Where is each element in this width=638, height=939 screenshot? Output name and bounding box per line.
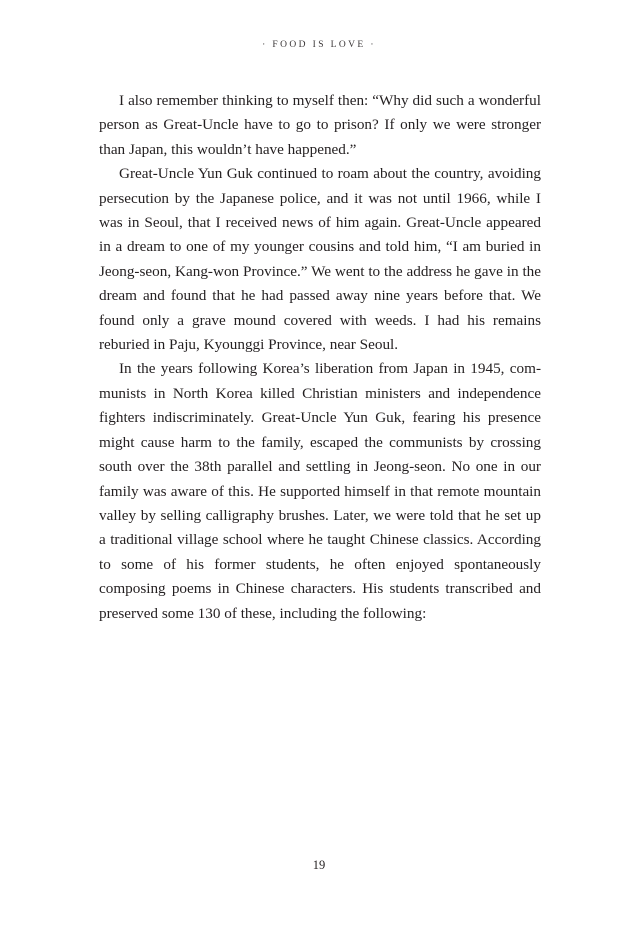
running-head: · FOOD IS LOVE · bbox=[262, 40, 376, 50]
paragraph-2: Great-Uncle Yun Guk continued to roam about the country, avoiding persecution by the Japanese police, and it was not until 1966, while I was in Seoul, that I received news of him again. Great-Uncle appeared in a dream to one of my younger cousins and told him, “I am buried in Jeong-seon, Kang-won Province.” We went to the address he gave in the dream and found that he had passed away nine years before that. We found only a grave mound covered with weeds. I had his remains reburied in Paju, Kyounggi Province, near Seoul. bbox=[99, 165, 541, 354]
paragraph-3: In the years following Korea’s liberation from Japan in 1945, communists in North Korea killed Christian ministers and independence fighters indiscriminately. Great-Uncle Yun Guk, fearing his presence might cause harm to the family, escaped the communists by crossing south over the 38th parallel and settling in Jeong-seon. No one in our family was aware of this. He supported himself in that remote mountain valley by selling calligraphy brushes. Later, we were told that he set up a traditional village school where he taught Chinese classics. According to some of his former students, he often enjoyed spontaneously composing poems in Chinese characters. His students transcribed and preserved some 130 of these, including the following: bbox=[99, 360, 541, 622]
page-number: 19 bbox=[312, 858, 326, 872]
body-text bbox=[99, 89, 541, 626]
paragraph-1: I also remember thinking to myself then: “Why did such a wonderful person as Great-Uncle have to go to prison? If only we were stronger than Japan, this wouldn’t have happened.” bbox=[99, 92, 541, 158]
